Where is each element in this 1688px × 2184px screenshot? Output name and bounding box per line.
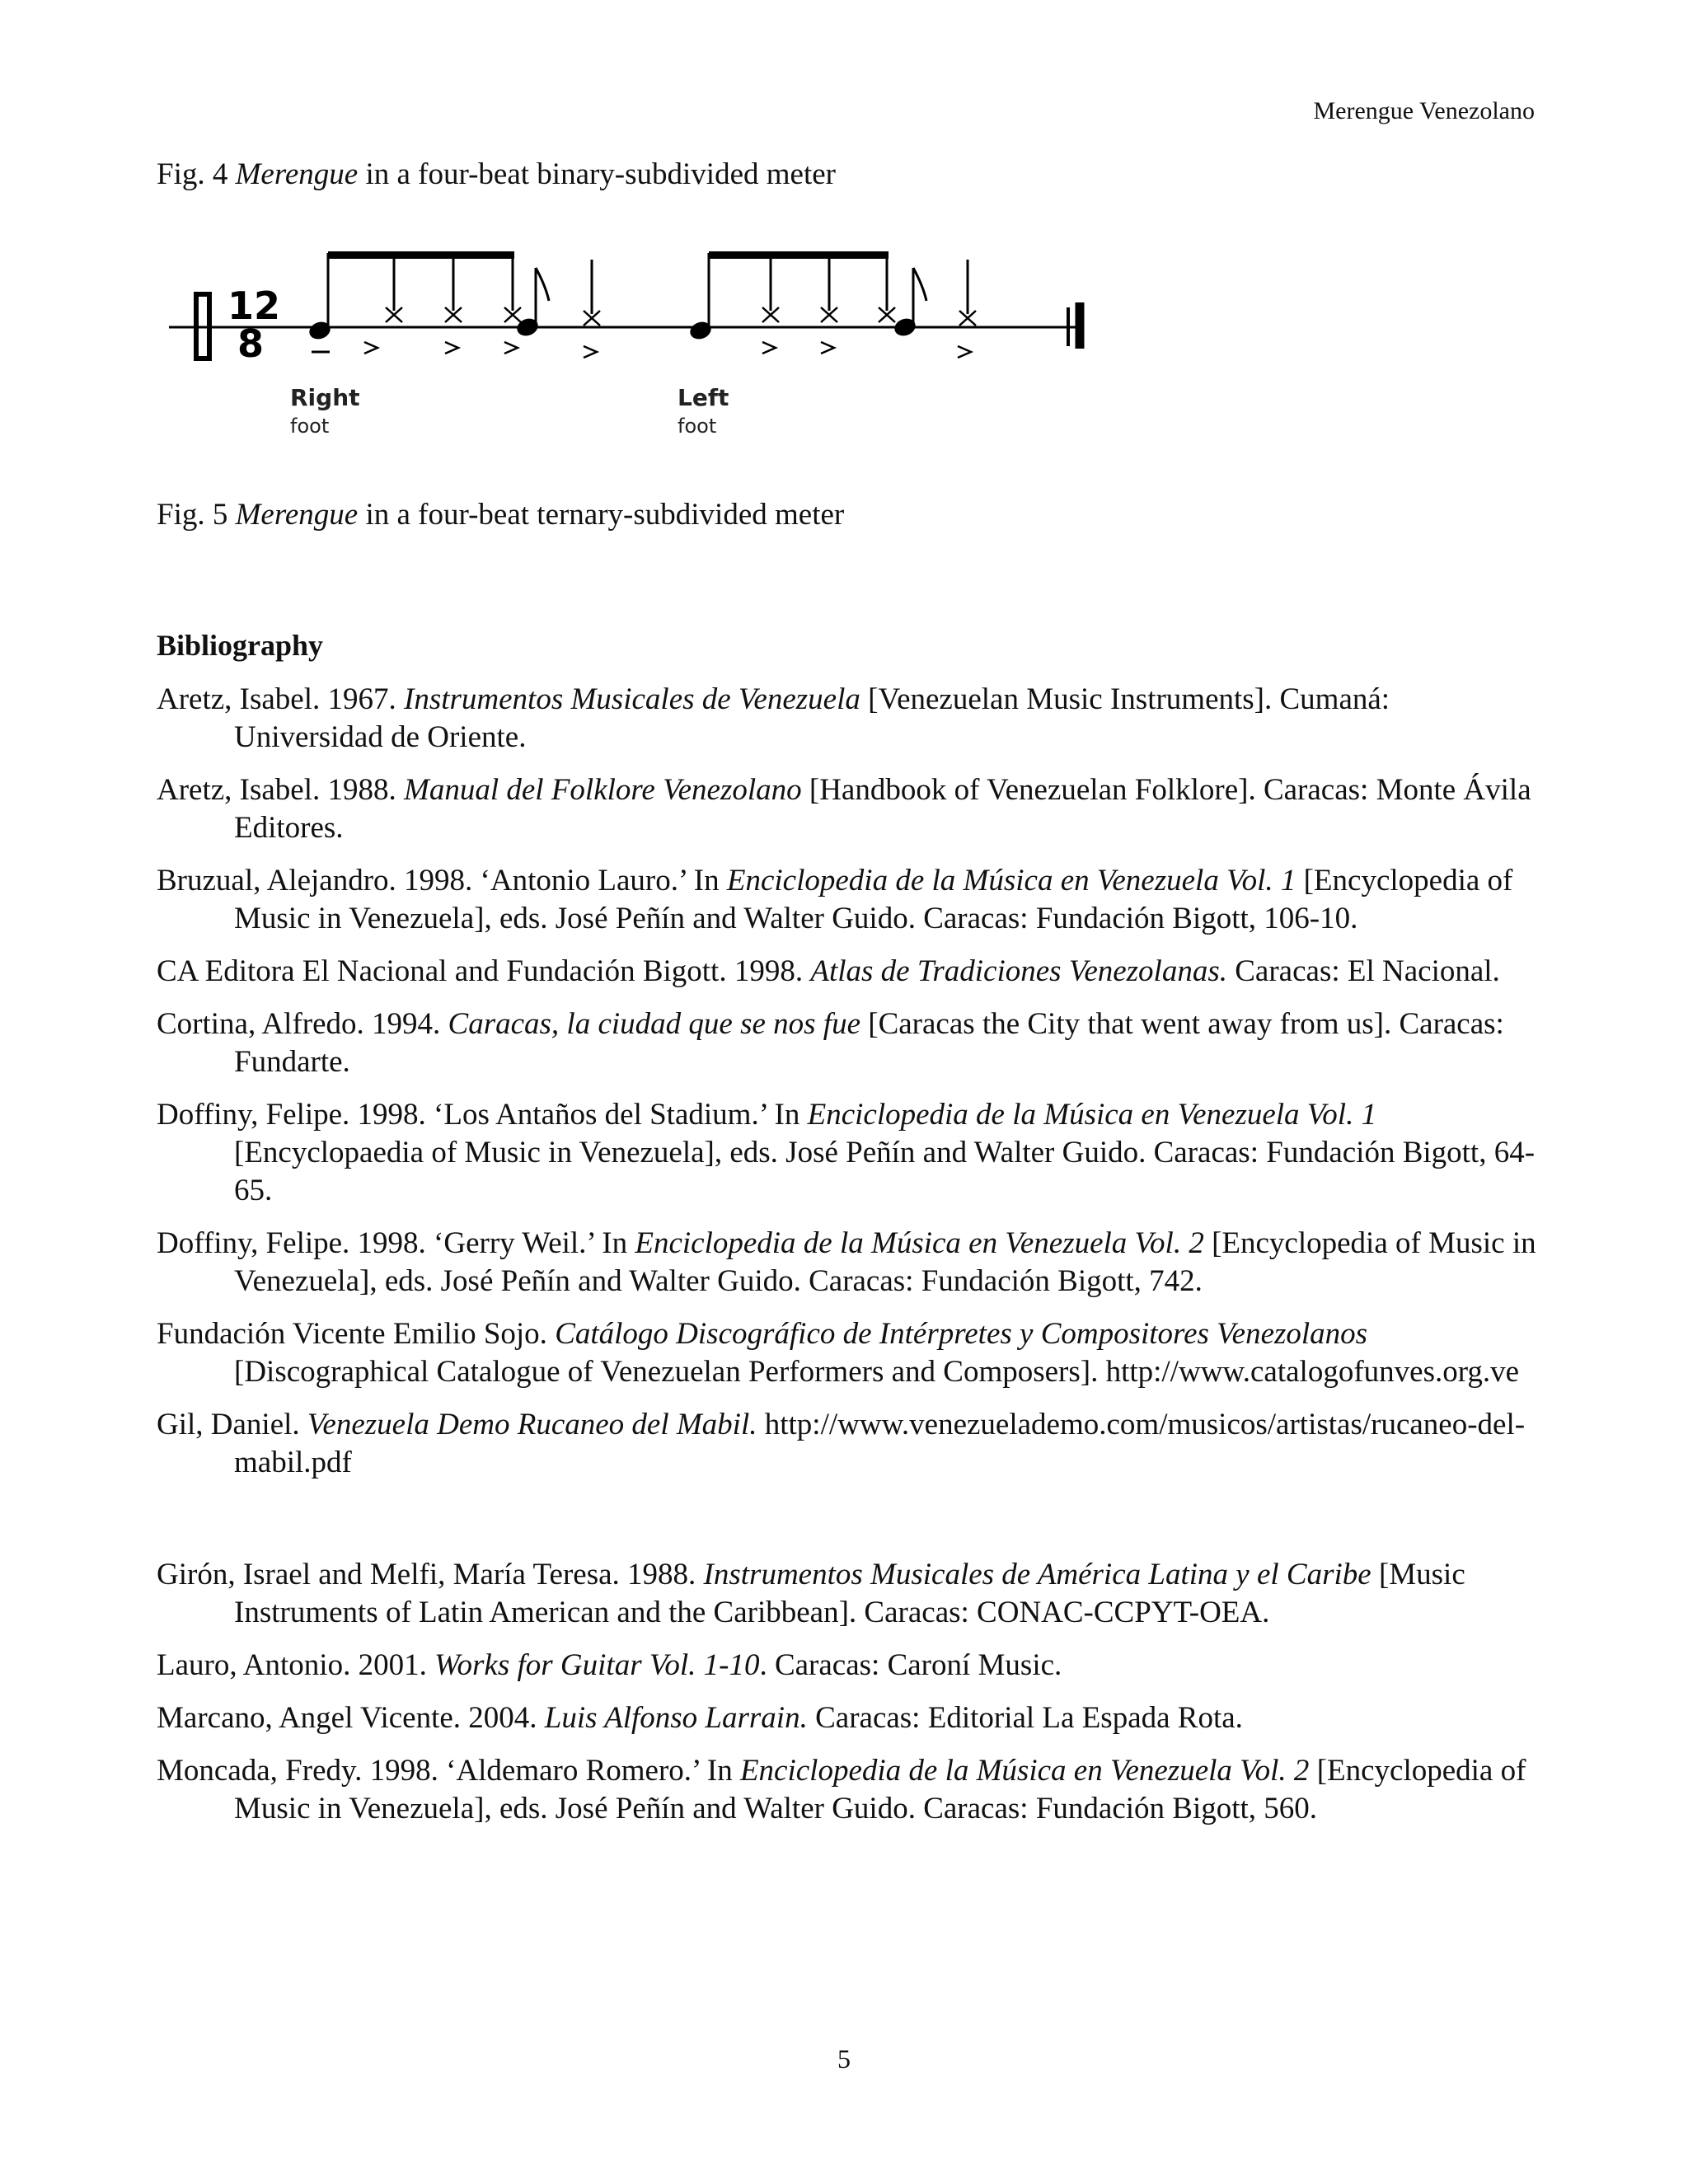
figure-4-text: in a four-beat binary-subdivided meter [365,157,836,191]
bibliography-entry: Aretz, Isabel. 1988. Manual del Folklore Venezolano [Handbook of Venezuelan Folklore]. Caracas: Monte Ávila Editores. [157,773,1531,845]
figure-5-label: Fig. 5 [157,498,228,532]
bibliography-entry: Doffiny, Felipe. 1998. ‘Gerry Weil.’ In Enciclopedia de la Música en Venezuela Vol. 2 [Encyclopedia of Music in Venezuela], eds. José Peñín and Walter Guido. Caracas: Fundación Bigott, 742. [157,1226,1536,1298]
accent-mark [958,346,971,358]
bibliography-entry: Moncada, Fredy. 1998. ‘Aldemaro Romero.’ In Enciclopedia de la Música en Venezuela Vol. 2 [Encyclopedia of Music in Venezuela], eds. José Peñín and Walter Guido. Caracas: Fundación Bigott, 560. [157,1754,1526,1825]
figure-4-caption [157,157,836,192]
figure-5-emphasis: Merengue [235,498,359,532]
bibliography-entry: Lauro, Antonio. 2001. Works for Guitar Vol. 1-10. Caracas: Caroní Music. [157,1648,1062,1682]
label-left: Left [678,384,729,411]
figure-4-label: Fig. 4 [157,157,228,191]
label-right-foot: foot [290,415,330,438]
time-signature-top: 12 [227,284,281,328]
accent-mark [584,346,597,358]
bibliography-entry: Fundación Vicente Emilio Sojo. Catálogo Discográfico de Intérpretes y Compositores Venezolanos [Discographical Catalogue of Venezuelan Performers and Composers]. http://www.catalogofunves.org.ve [157,1317,1520,1389]
bibliography-list [157,681,1541,1843]
merengue-rhythm-notation [165,235,1104,449]
note-flag [536,268,549,301]
figure-4-emphasis: Merengue [235,157,359,191]
figure-5-text: in a four-beat ternary-subdivided meter [365,498,845,532]
accent-mark [445,342,458,354]
page-number: 5 [837,2044,851,2074]
bibliography-heading: Bibliography [157,629,324,662]
bibliography-entry: Doffiny, Felipe. 1998. ‘Los Antaños del Stadium.’ In Enciclopedia de la Música en Venezuela Vol. 1 [Encyclopaedia of Music in Venezuela], eds. José Peñín and Walter Guido. Caracas: Fundación Bigott, 64-65. [157,1098,1536,1207]
note-beam [328,251,514,259]
note-flag [913,268,926,301]
accent-mark [504,342,518,354]
accent-mark [364,342,377,354]
note-beam [709,251,889,259]
label-left-foot: foot [678,415,717,438]
time-signature-bottom: 8 [237,321,265,366]
bibliography-entry: Gil, Daniel. Venezuela Demo Rucaneo del Mabil. http://www.venezuelademo.com/musicos/artistas/rucaneo-del-mabil.pdf [157,1408,1526,1479]
bibliography-entry: CA Editora El Nacional and Fundación Bigott. 1998. Atlas de Tradiciones Venezolanas. Caracas: El Nacional. [157,954,1500,988]
bibliography-entry: Girón, Israel and Melfi, María Teresa. 1988. Instrumentos Musicales de América Latina y el Caribe [Music Instruments of Latin American and the Caribbean]. Caracas: CONAC-CCPYT-OEA. [157,1558,1465,1629]
bibliography-entry: Cortina, Alfredo. 1994. Caracas, la ciudad que se nos fue [Caracas the City that went away from us]. Caracas: Fundarte. [157,1007,1504,1079]
figure-5-caption [157,497,844,532]
bibliography-entry: Bruzual, Alejandro. 1998. ‘Antonio Lauro.’ In Enciclopedia de la Música en Venezuela Vol. 1 [Encyclopedia of Music in Venezuela], eds. José Peñín and Walter Guido. Caracas: Fundación Bigott, 106-10. [157,864,1513,935]
bibliography-entry: Aretz, Isabel. 1967. Instrumentos Musicales de Venezuela [Venezuelan Music Instruments]. Cumaná: Universidad de Oriente. [157,682,1390,754]
bibliography-entry: Marcano, Angel Vicente. 2004. Luis Alfonso Larrain. Caracas: Editorial La Espada Rota. [157,1701,1243,1735]
label-right: Right [290,384,360,411]
accent-mark [821,342,834,354]
running-header: Merengue Venezolano [1313,97,1535,124]
accent-mark [762,342,776,354]
